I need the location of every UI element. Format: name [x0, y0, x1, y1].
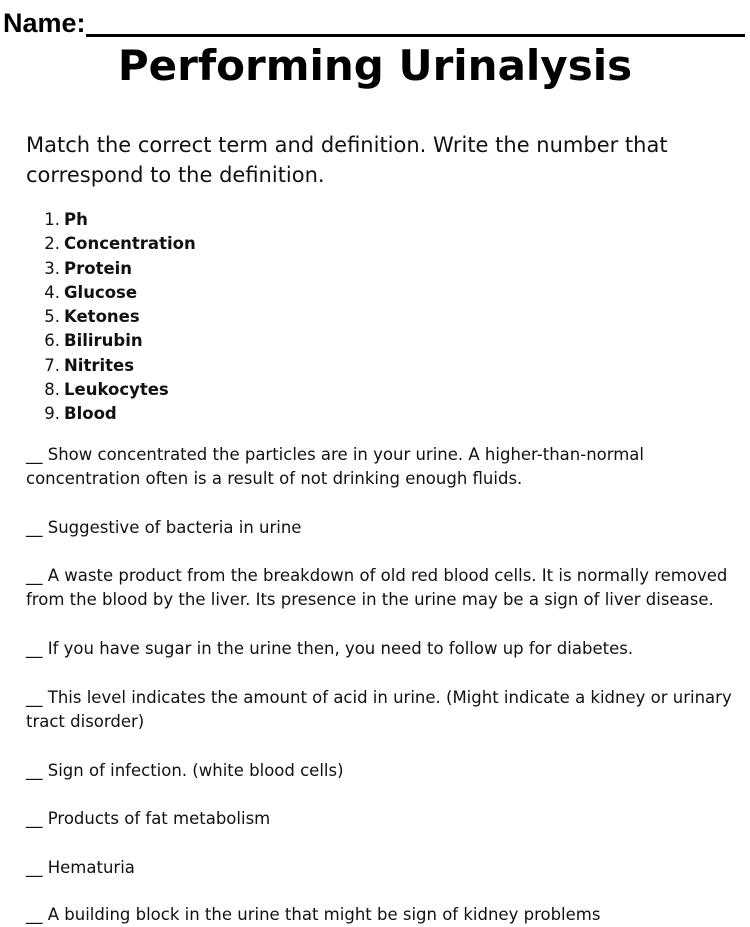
answer-blank[interactable]: __	[26, 905, 43, 924]
term-item	[26, 281, 196, 305]
term-item	[26, 402, 196, 426]
term-number: 3.	[44, 258, 60, 278]
term-number: 5.	[44, 307, 60, 327]
term-item	[26, 232, 196, 256]
definition-item	[26, 903, 742, 927]
term-item	[26, 329, 196, 353]
answer-blank[interactable]: __	[26, 445, 43, 464]
definition-text: Suggestive of bacteria in urine	[47, 518, 302, 537]
term-label: Nitrites	[64, 355, 135, 375]
answer-blank[interactable]: __	[26, 518, 43, 537]
term-label: Glucose	[64, 282, 138, 302]
answer-blank[interactable]: __	[26, 566, 43, 585]
name-label: Name:	[3, 8, 86, 38]
definition-item	[26, 564, 742, 613]
term-label: Leukocytes	[64, 380, 169, 400]
term-label: Blood	[64, 404, 117, 424]
term-label: Protein	[64, 258, 133, 278]
definition-text: Show concentrated the particles are in your urine. A higher-than-normal concentration often is a result of not drinking enough fluids.	[26, 445, 645, 489]
definition-text: A waste product from the breakdown of old red blood cells. It is normally removed from the blood by the liver. Its presence in the urine may be a sign of liver disease.	[26, 566, 728, 610]
term-label: Bilirubin	[64, 331, 143, 351]
terms-list	[26, 208, 196, 427]
answer-blank[interactable]: __	[26, 639, 43, 658]
term-item	[26, 305, 196, 329]
term-item	[26, 208, 196, 232]
name-write-line[interactable]	[86, 34, 745, 37]
term-item	[26, 354, 196, 378]
term-number: 4.	[44, 282, 60, 302]
definition-item	[26, 807, 742, 831]
page-title: Performing Urinalysis	[117, 41, 633, 90]
term-label: Ketones	[64, 307, 140, 327]
term-number: 8.	[44, 380, 60, 400]
answer-blank[interactable]: __	[26, 809, 43, 828]
definition-text: If you have sugar in the urine then, you need to follow up for diabetes.	[47, 639, 634, 658]
instructions: Match the correct term and definition. Write the number that correspond to the definition.	[26, 133, 668, 187]
term-label: Ph	[64, 210, 88, 229]
definition-text: Products of fat metabolism	[47, 809, 271, 828]
definition-text: Sign of infection. (white blood cells)	[47, 761, 344, 780]
answer-blank[interactable]: __	[26, 858, 43, 877]
definition-item	[26, 637, 742, 661]
definition-item	[26, 686, 742, 735]
definition-item	[26, 516, 742, 540]
answer-blank[interactable]: __	[26, 688, 43, 707]
definition-item	[26, 856, 742, 880]
definition-text: A building block in the urine that might be sign of kidney problems	[47, 905, 601, 924]
term-number: 7.	[44, 355, 60, 375]
term-number: 1.	[44, 210, 60, 229]
answer-blank[interactable]: __	[26, 761, 43, 780]
term-number: 9.	[44, 404, 60, 424]
definition-text: Hematuria	[47, 858, 135, 877]
term-item	[26, 257, 196, 281]
term-label: Concentration	[64, 234, 196, 254]
term-number: 6.	[44, 331, 60, 351]
name-field[interactable]	[3, 6, 745, 40]
term-item	[26, 378, 196, 402]
definition-item	[26, 759, 742, 783]
term-number: 2.	[44, 234, 60, 254]
definition-item	[26, 443, 742, 492]
definition-text: This level indicates the amount of acid in urine. (Might indicate a kidney or urinary tract disorder)	[26, 688, 732, 732]
